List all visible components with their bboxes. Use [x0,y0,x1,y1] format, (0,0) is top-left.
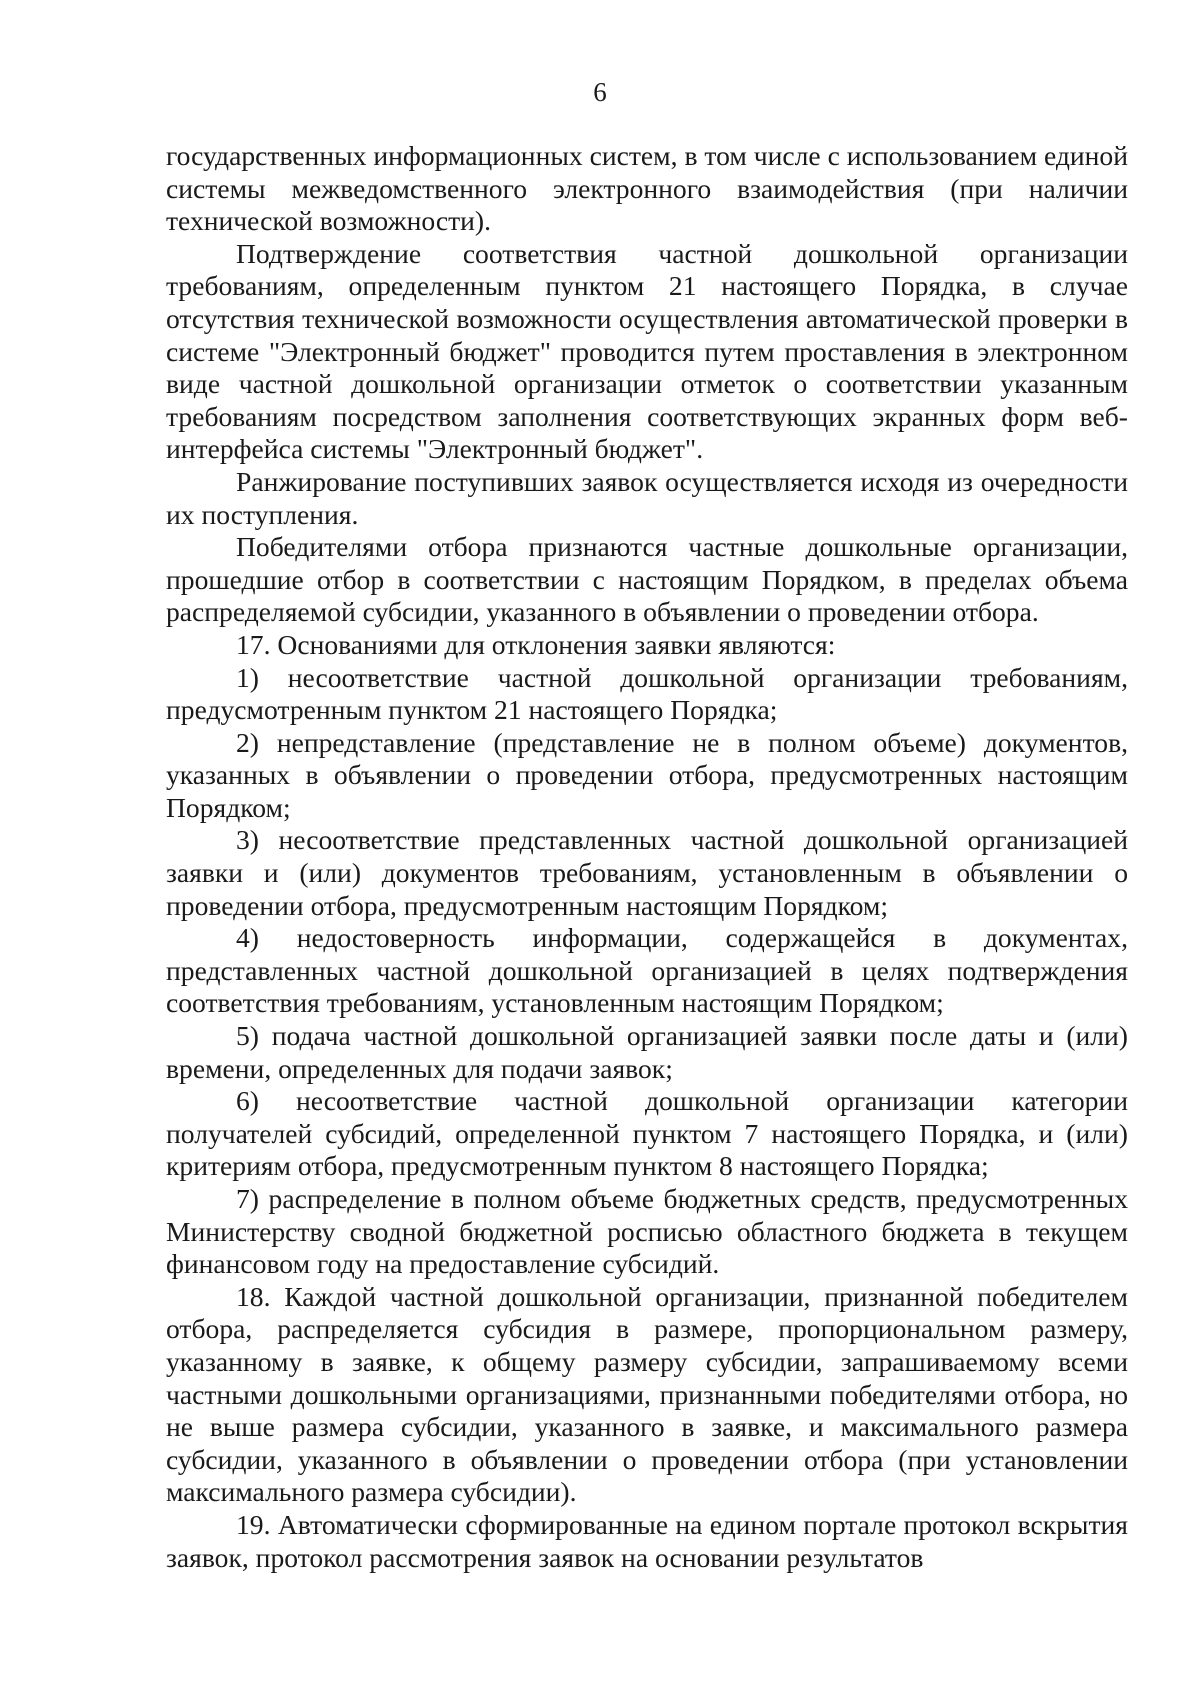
paragraph-continuation: государственных информационных систем, в том числе с использованием единой системы межведомственного электронного взаимодействия (при наличии технической возможности). [166,140,1128,237]
clause-17-item-2: 2) непредставление (представление не в полном объеме) документов, указанных в объявлении о проведении отбора, предусмотренных настоящим Порядком; [166,726,1128,823]
clause-17-heading: 17. Основаниями для отклонения заявки являются: [236,628,836,660]
clause-17-item-4: 4) недостоверность информации, содержащейся в документах, представленных частной дошкольной организацией в целях подтверждения соответствия требованиям, установленным настоящим Порядком; [166,922,1128,1019]
clause-17-item-5: 5) подача частной дошкольной организацией заявки после даты и (или) времени, определенных для подачи заявок; [166,1020,1128,1084]
paragraph-winners: Победителями отбора признаются частные дошкольные организации, прошедшие отбор в соответствии с настоящим Порядком, в пределах объема распределяемой субсидии, указанного в объявлении о проведении отбора. [166,531,1128,628]
document-body [166,140,1128,1574]
page-number: 6 [593,77,607,107]
clause-17-item-1: 1) несоответствие частной дошкольной организации требованиям, предусмотренным пунктом 21 настоящего Порядка; [166,661,1128,726]
clause-19: 19. Автоматически сформированные на едином портале протокол вскрытия заявок, протокол рассмотрения заявок на основании результатов [166,1508,1128,1573]
clause-17-item-3: 3) несоответствие представленных частной дошкольной организацией заявки и (или) документов требованиям, установленным в объявлении о проведении отбора, предусмотренным настоящим Порядком; [166,824,1128,921]
paragraph-confirmation: Подтверждение соответствия частной дошкольной организации требованиям, определенным пунктом 21 настоящего Порядка, в случае отсутствия технической возможности осуществления автоматической проверки в системе "Электронный бюджет" проводится путем проставления в электронном виде частной дошкольной организации отметок о соответствии указанным требованиям посредством заполнения соответствующих экранных форм веб-интерфейса системы "Электронный бюджет". [166,237,1128,465]
clause-17-item-7: 7) распределение в полном объеме бюджетных средств, предусмотренных Министерству сводной бюджетной росписью областного бюджета в текущем финансовом году на предоставление субсидий. [166,1183,1128,1280]
clause-17-item-6: 6) несоответствие частной дошкольной организации категории получателей субсидий, определенной пунктом 7 настоящего Порядка, и (или) критериям отбора, предусмотренным пунктом 8 настоящего Порядка; [166,1085,1128,1182]
paragraph-ranking: Ранжирование поступивших заявок осуществляется исходя из очередности их поступления. [166,465,1128,530]
clause-18: 18. Каждой частной дошкольной организации, признанной победителем отбора, распределяется субсидия в размере, пропорциональном размеру, указанному в заявке, к общему размеру субсидии, запрашиваемому всеми частными дошкольными организациями, признанными победителями отбора, но не выше размера субсидии, указанного в заявке, и максимального размера субсидии, указанного в объявлении о проведении отбора (при установлении максимального размера субсидии). [166,1280,1128,1508]
